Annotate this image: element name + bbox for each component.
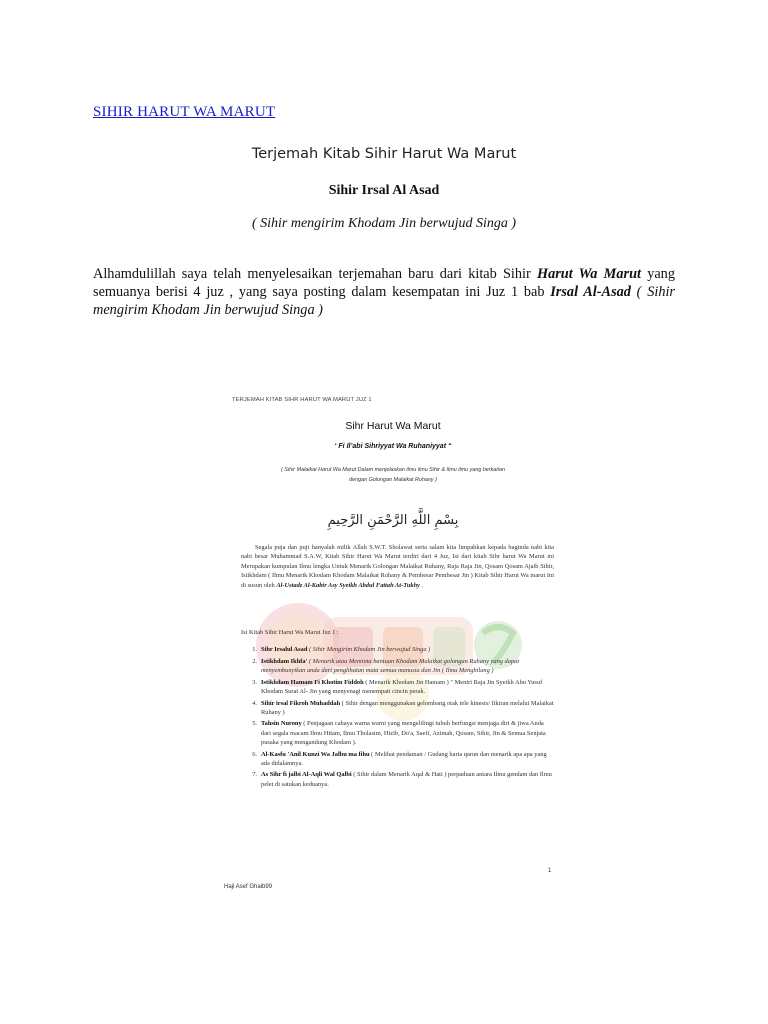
- intro-bold-2: Irsal Al-Asad: [550, 284, 631, 300]
- list-item-name: Sihr Irsalul Asad: [261, 646, 308, 653]
- list-item-desc: ( Menarik Khodam Jin Hamam ) " Mentri Raja Jin Syeikh Abu Yusuf Khodam Surat Al- Jin yang menyenagi menempati cincin perak.: [261, 678, 543, 695]
- list-item-name: As Sihr fi jalbi Al-Aqli Wal Qalbi: [261, 771, 352, 779]
- list-item-text: [261, 770, 554, 788]
- list-item-desc: ( Sihir dengan menggunakan gelombang otak tele kinesis/ fikiran melalui Malaikat Ruhany ): [261, 699, 554, 716]
- list-item: [241, 657, 554, 675]
- list-item-number: 7.: [252, 771, 257, 779]
- intro-text-3: ( Sihir mengirim Khodam Jin berwujud Singa ): [93, 284, 675, 318]
- scan-header: TERJEMAH KITAB SIHR HARUT WA MARUT JUZ 1: [232, 397, 372, 403]
- list-item: [241, 719, 554, 747]
- scan-contents-list: [241, 645, 554, 791]
- scan-paragraph: [241, 543, 554, 590]
- doc-title: Sihir Irsal Al Asad: [328, 183, 440, 198]
- list-item-name: Tahsin Nurony: [261, 720, 302, 728]
- list-item: [241, 770, 554, 788]
- list-item-text: [261, 719, 554, 747]
- scan-desc-line-2: dengan Golongan Malaikat Ruhany ): [349, 477, 437, 483]
- doc-subtitle: ( Sihir mengirim Khodam Jin berwujud Singa ): [251, 216, 517, 231]
- intro-text-1: Alhamdulillah saya telah menyelesaikan terjemahan baru dari kitab Sihir: [93, 266, 537, 282]
- intro-paragraph: [93, 265, 675, 319]
- scan-paragraph-author: Al-Ustadz Al-Kabir Asy Syeikh Abdul Fattah At-Tukhy: [276, 581, 421, 589]
- list-item-desc: ( Sihir Mengirim Khodam Jin berwujud Singa ): [307, 646, 431, 653]
- list-item-number: 2.: [252, 657, 257, 665]
- page-subtitle: Terjemah Kitab Sihir Harut Wa Marut: [251, 146, 517, 162]
- intro-text-2: yang semuanya berisi 4 juz , yang saya posting dalam kesempatan ini Juz 1 bab: [93, 266, 675, 300]
- heading-link[interactable]: SIHIR HARUT WA MARUT: [93, 104, 276, 120]
- list-item: [241, 699, 554, 717]
- list-item-desc: ( Sihir dalam Menarik Aqal & Hati ) perpaduan antara Ilmu gendam dan Ilmu pelet di satukan keduanya.: [261, 771, 552, 788]
- list-item-name: Istikhdam Hamam Fi Khotim Fiddoh: [261, 678, 364, 686]
- list-item-text: [261, 678, 554, 696]
- scan-title: Sihr Harut Wa Marut: [345, 420, 441, 432]
- list-item-number: 6.: [252, 750, 257, 758]
- list-item-number: 4.: [252, 699, 257, 707]
- page-number: 1: [548, 868, 552, 874]
- basmala-calligraphy: بِسْمِ اللَّهِ الرَّحْمَنِ الرَّحِيمِ: [327, 513, 459, 528]
- scanned-page-image: [224, 395, 558, 895]
- list-item: [241, 750, 554, 768]
- list-item-text: [261, 750, 554, 768]
- scan-paragraph-end: .: [420, 581, 424, 589]
- scan-paragraph-text: Segala puja dan puji hanyalah milik Allah S.W.T. Sholawat serta salam kita limpahkan kepada baginda nabi kita nabi besar Muhammad S.A.W, Kitab Sihir Harut Wa Marut terdiri dari 4 Juz, Isi dari kitab Sihr harut Wa Marut ini Merupakan kumpulan Ilmu lengka Untuk Menarik Golongan Malaikat Ruhany, Raja Raja Jin, Qosam Qosam Ajaib Sihir, Istikhdam ( Ilmu Menarik Khodam Khodam Malaikat Ruhany & Pembesar Pembesar Jin ) Kitab Sihir Harut Wa marut Ini di susun oleh: [241, 544, 554, 589]
- list-item-name: Al-Kasfu 'Anil Kunzi Wa Jalbu ma fihu: [261, 750, 370, 758]
- scan-subtitle: ‘ Fi Il’abi Sihriyyat Wa Ruhaniyyat “: [334, 443, 452, 450]
- list-item: [241, 645, 554, 654]
- list-item-name: Sihir irsal Fikroh Muhaddah: [261, 699, 341, 707]
- list-item-desc: ( Penjagaan cahaya warna warni yang mengelilingi tubuh berfungsi menjaga diri & jiwa Anda dari segala macam Ilmu Hitam, Ilmu Tholasim, Hizib, Do'a, Saefi, Azimah, Qosam, Sihir, Jin & Semua Senjata pusaka yang mengandung Khodam ).: [261, 720, 546, 746]
- list-item-number: 5.: [252, 720, 257, 728]
- intro-bold-1: Harut Wa Marut: [536, 266, 641, 282]
- list-item-name: Istikhdam Ikhfa': [261, 657, 308, 665]
- scan-author: Haji Asef Ghaib99: [224, 884, 273, 890]
- list-item-number: 1.: [252, 646, 257, 653]
- scan-list-title: Isi Kitab Sihir Harut Wa Marut Juz 1 :: [241, 629, 339, 636]
- list-item-text: [261, 699, 554, 717]
- list-item-number: 3.: [252, 678, 257, 686]
- list-item-desc: ( Melihat pendaman / Gudang harta qarun dan menarik apa apa yang ada didalamnya.: [261, 750, 547, 767]
- list-item-text: [261, 657, 554, 675]
- list-item-desc: ( Menarik atau Meminta bantuan Khodam Malaikat golongan Ruhany yang dapat menyembunyikan anda dari penglihatan mata semua manusia dan Jin ( Ilmu Menghilang ): [261, 657, 520, 674]
- list-item: [241, 678, 554, 696]
- scan-desc-line-1: ( Sihir Malaikat Harut Wa Marut Dalam menjelaskan ilmu ilmu Sihir & Ilmu ilmu yang berkaitan: [281, 467, 505, 473]
- scan-description: [228, 465, 558, 485]
- list-item-text: [261, 645, 554, 654]
